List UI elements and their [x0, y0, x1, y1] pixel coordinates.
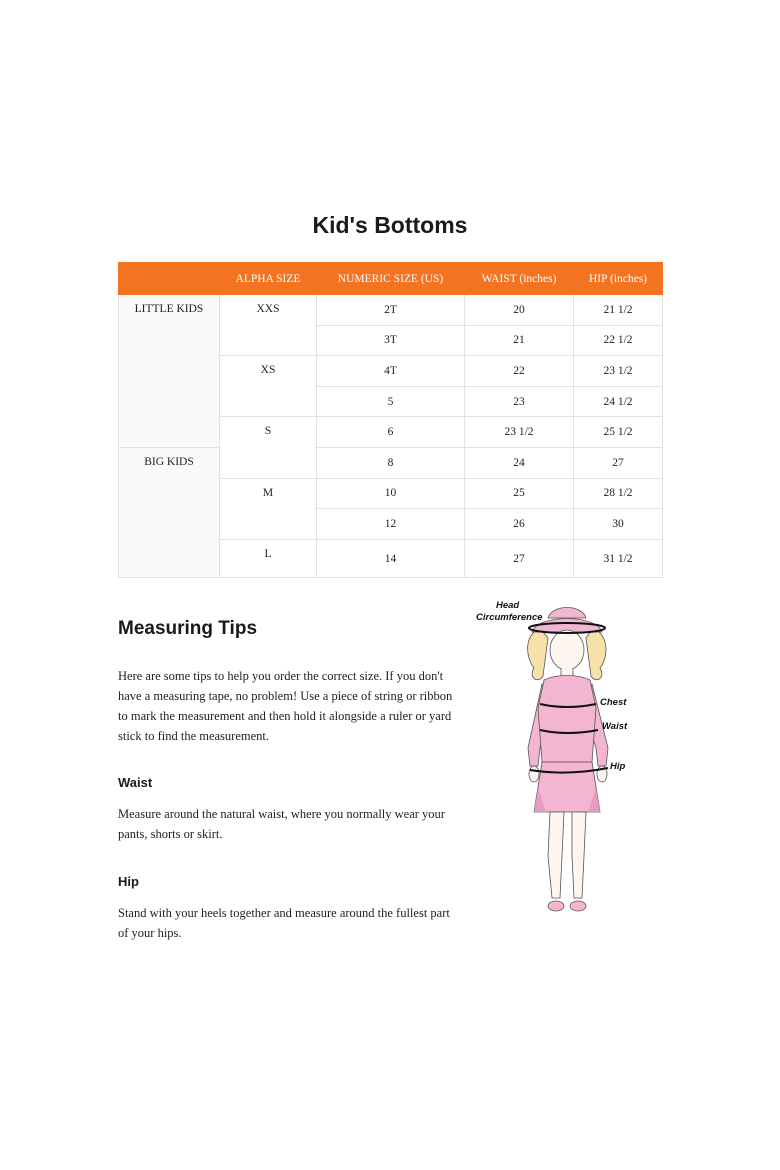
tips-intro-text: Here are some tips to help you order the correct size. If you don't have a measuring tape, no problem! Use a piece of string or ribbon to mark the measurement and then hold it alongside a ruler or yard stick to find the measurement. — [118, 669, 453, 743]
waist-cell: 21 — [465, 325, 574, 356]
waist-cell: 27 — [465, 539, 574, 578]
numeric-cell: 8 — [317, 447, 465, 478]
waist-cell: 23 1/2 — [465, 417, 574, 448]
alpha-m: M — [220, 478, 317, 539]
hip-heading: Hip — [118, 874, 139, 889]
hip-cell: 22 1/2 — [574, 325, 663, 356]
numeric-cell: 3T — [317, 325, 465, 356]
hip-cell: 31 1/2 — [574, 539, 663, 578]
label-head: Head — [496, 600, 520, 611]
header-numeric-size: NUMERIC SIZE (US) — [317, 263, 465, 295]
table-row — [119, 447, 663, 478]
label-waist: Waist — [602, 721, 628, 732]
waist-cell: 20 — [465, 295, 574, 326]
waist-cell: 26 — [465, 509, 574, 540]
measuring-tips-heading: Measuring Tips — [118, 618, 258, 639]
table-row — [119, 295, 663, 326]
numeric-cell: 4T — [317, 356, 465, 387]
numeric-cell: 5 — [317, 386, 465, 417]
hip-cell: 21 1/2 — [574, 295, 663, 326]
hip-cell: 30 — [574, 509, 663, 540]
numeric-cell: 14 — [317, 539, 465, 578]
measuring-illustration — [468, 598, 638, 928]
group-little-kids: LITTLE KIDS — [119, 295, 220, 448]
label-circumference: Circumference — [476, 612, 543, 623]
hip-cell: 25 1/2 — [574, 417, 663, 448]
page-title: Kid's Bottoms — [312, 212, 468, 238]
alpha-xs: XS — [220, 356, 317, 417]
label-chest: Chest — [600, 697, 627, 708]
header-alpha-size: ALPHA SIZE — [220, 263, 317, 295]
numeric-cell: 12 — [317, 509, 465, 540]
size-chart-table — [118, 262, 663, 578]
waist-heading: Waist — [118, 775, 153, 790]
numeric-cell: 10 — [317, 478, 465, 509]
numeric-cell: 2T — [317, 295, 465, 326]
alpha-s: S — [220, 417, 317, 478]
waist-cell: 22 — [465, 356, 574, 387]
waist-text: Measure around the natural waist, where you normally wear your pants, shorts or skirt. — [118, 807, 445, 841]
waist-cell: 24 — [465, 447, 574, 478]
numeric-cell: 6 — [317, 417, 465, 448]
hip-cell: 23 1/2 — [574, 356, 663, 387]
table-header-row — [119, 263, 663, 295]
alpha-l: L — [220, 539, 317, 578]
label-hip: Hip — [610, 761, 626, 772]
group-big-kids: BIG KIDS — [119, 447, 220, 577]
waist-cell: 23 — [465, 386, 574, 417]
waist-cell: 25 — [465, 478, 574, 509]
alpha-xxs: XXS — [220, 295, 317, 356]
header-waist: WAIST (inches) — [465, 263, 574, 295]
hip-cell: 27 — [574, 447, 663, 478]
hip-cell: 24 1/2 — [574, 386, 663, 417]
header-group — [119, 263, 220, 295]
hip-cell: 28 1/2 — [574, 478, 663, 509]
header-hip: HIP (inches) — [574, 263, 663, 295]
hip-text: Stand with your heels together and measure around the fullest part of your hips. — [118, 906, 450, 940]
